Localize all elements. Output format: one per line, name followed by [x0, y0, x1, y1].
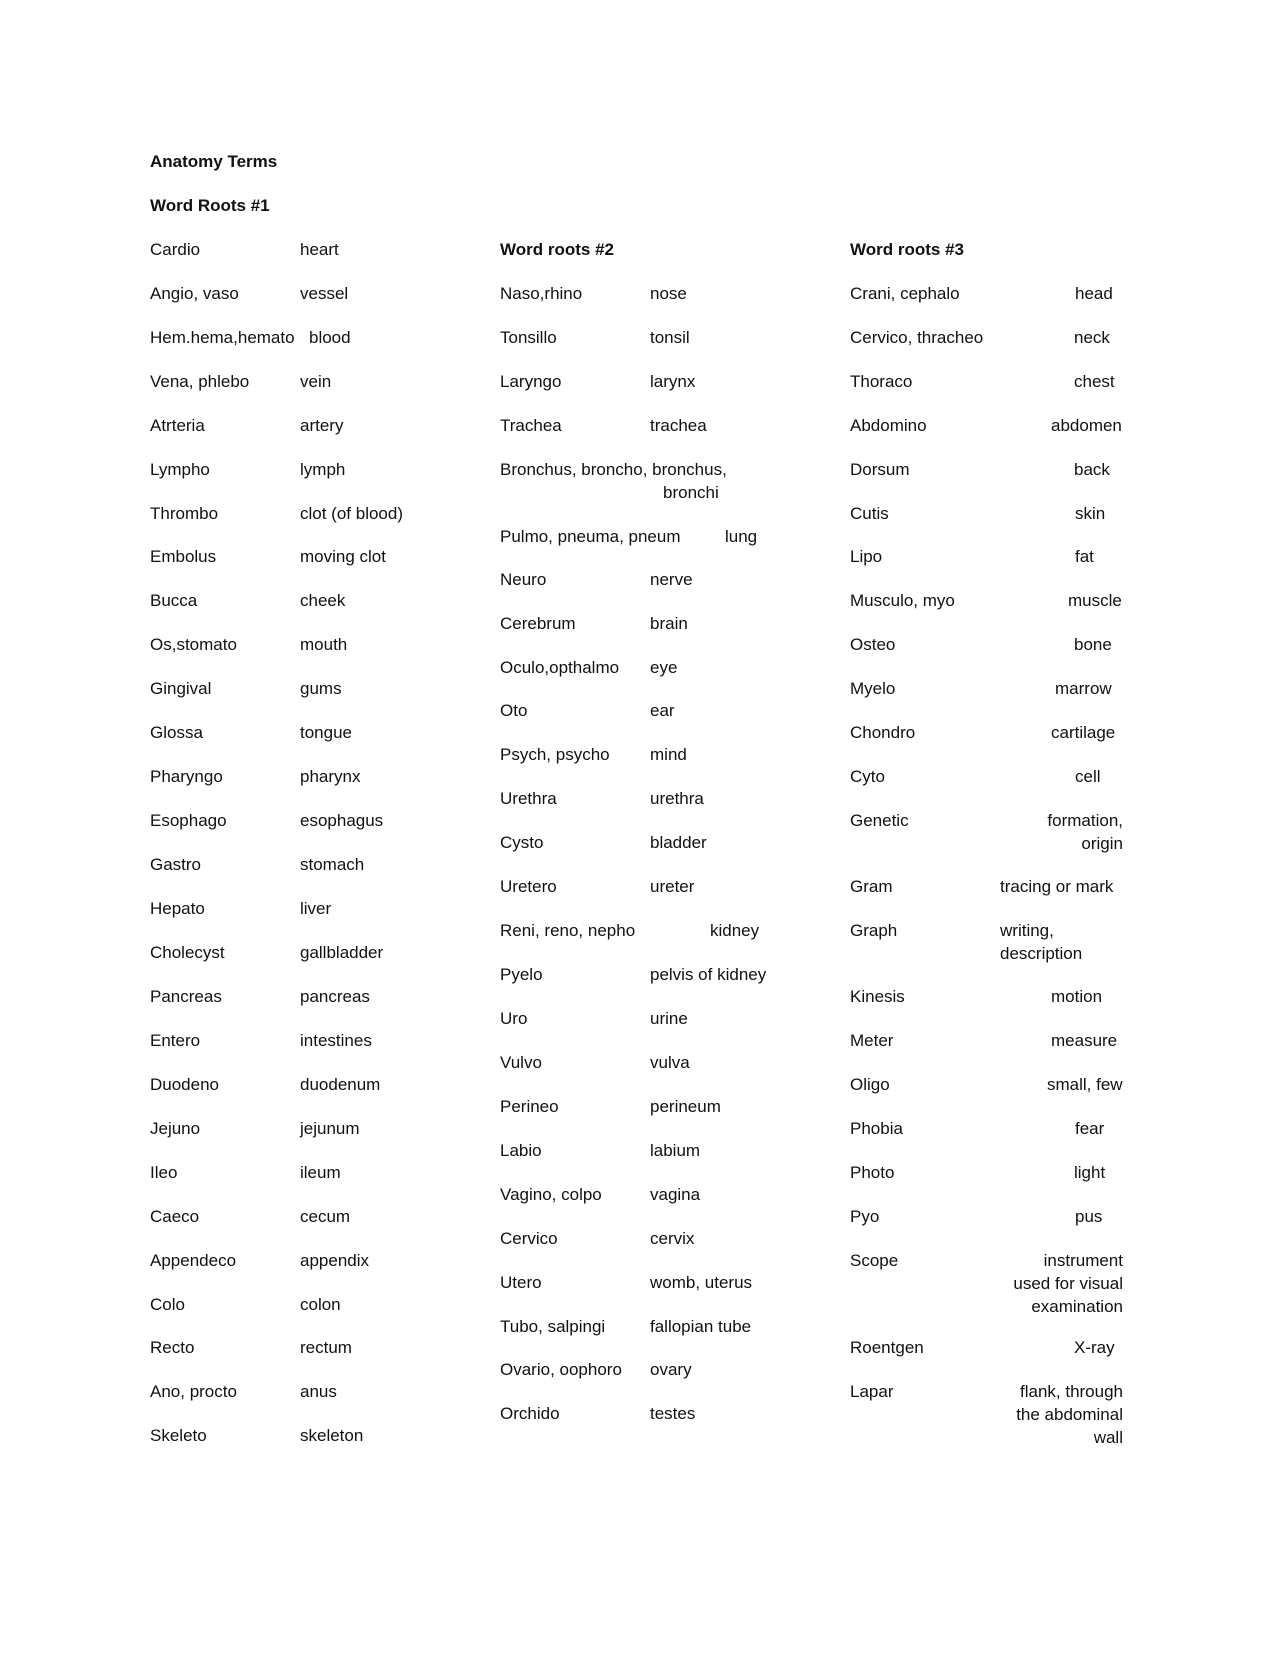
col2-root: Vagino, colpo: [500, 1185, 602, 1204]
col1-root: Vena, phlebo: [150, 372, 250, 391]
col1-meaning: pharynx: [300, 767, 361, 786]
col1-root: Pancreas: [150, 987, 222, 1006]
col3-root: Graph: [850, 921, 898, 940]
col2-root: Labio: [500, 1141, 542, 1160]
col3-meaning: marrow: [1055, 679, 1112, 698]
col2-meaning: mind: [650, 745, 687, 764]
col1-meaning: colon: [300, 1295, 341, 1314]
col1-meaning: rectum: [300, 1338, 352, 1357]
col2-root: Cerebrum: [500, 614, 576, 633]
col1-root: Hem.hema,hemato: [150, 328, 295, 347]
col3-meaning: cartilage: [1051, 723, 1116, 742]
col1-root: Ano, procto: [150, 1382, 237, 1401]
col2-meaning: kidney: [710, 921, 760, 940]
col3-root: Scope: [850, 1251, 899, 1270]
col3-meaning: measure: [1051, 1031, 1118, 1050]
col3-root: Roentgen: [850, 1338, 924, 1357]
col1-root: Lympho: [150, 460, 210, 479]
col3-root: Crani, cephalo: [850, 284, 960, 303]
col3-meaning: motion: [1051, 987, 1103, 1006]
col2-root: Trachea: [500, 416, 562, 435]
col3-meaning: flank, through the abdominal wall: [1016, 1382, 1123, 1447]
col1-root: Ileo: [150, 1163, 178, 1182]
col1-meaning: pancreas: [300, 987, 370, 1006]
col3-root: Photo: [850, 1163, 895, 1182]
col2-meaning: nerve: [650, 570, 693, 589]
col2-meaning: pelvis of kidney: [650, 965, 767, 984]
col3-root: Phobia: [850, 1119, 903, 1138]
col1-root: Cholecyst: [150, 943, 225, 962]
col3-meaning: formation, origin: [1047, 811, 1123, 853]
col3-meaning: cell: [1075, 767, 1101, 786]
col2-meaning: ear: [650, 701, 675, 720]
col1-meaning: liver: [300, 899, 332, 918]
col2-meaning: urine: [650, 1009, 688, 1028]
col3-root: Genetic: [850, 811, 909, 830]
col2-root: Pyelo: [500, 965, 543, 984]
col3-meaning: writing, description: [1000, 921, 1083, 963]
col1-meaning: blood: [309, 328, 351, 347]
col1-meaning: heart: [300, 240, 339, 259]
col3-root: Dorsum: [850, 460, 910, 479]
col2-meaning: womb, uterus: [650, 1273, 753, 1292]
col1-meaning: esophagus: [300, 811, 384, 830]
col2-root: Cervico: [500, 1229, 558, 1248]
col1-root: Pharyngo: [150, 767, 223, 786]
col2-root: Ovario, oophoro: [500, 1360, 622, 1379]
col1-meaning: gallbladder: [300, 943, 384, 962]
col3-root: Thoraco: [850, 372, 913, 391]
col2-root: Tonsillo: [500, 328, 557, 347]
col3-root: Pyo: [850, 1207, 880, 1226]
page-title: Anatomy Terms: [150, 152, 278, 171]
col3-meaning: neck: [1074, 328, 1110, 347]
col2-root: Uretero: [500, 877, 557, 896]
col2-meaning: ureter: [650, 877, 695, 896]
col1-root: Colo: [150, 1295, 185, 1314]
col1-meaning: artery: [300, 416, 344, 435]
col2-root: Oculo,opthalmo: [500, 658, 620, 677]
col1-root: Embolus: [150, 547, 217, 566]
col1-root: Glossa: [150, 723, 203, 742]
col1-meaning: vein: [300, 372, 332, 391]
col1-root: Os,stomato: [150, 635, 237, 654]
col2-root: Cysto: [500, 833, 544, 852]
col2-meaning: eye: [650, 658, 678, 677]
col2-root: Reni, reno, nepho: [500, 921, 636, 940]
col2-meaning: perineum: [650, 1097, 721, 1116]
col3-meaning: bone: [1074, 635, 1112, 654]
col2-root: Utero: [500, 1273, 542, 1292]
col2-meaning: testes: [650, 1404, 696, 1423]
col1-meaning: cecum: [300, 1207, 351, 1226]
col2-root: Vulvo: [500, 1053, 542, 1072]
col3-meaning: chest: [1074, 372, 1115, 391]
col1-root: Appendeco: [150, 1251, 237, 1270]
col2-meaning: bronchi: [663, 483, 719, 502]
col1-root: Atrteria: [150, 416, 205, 435]
col2-root: Psych, psycho: [500, 745, 610, 764]
col1-root: Caeco: [150, 1207, 200, 1226]
col2-root: Orchido: [500, 1404, 560, 1423]
col3-root: Gram: [850, 877, 893, 896]
col1-meaning: ileum: [300, 1163, 341, 1182]
col1-meaning: mouth: [300, 635, 348, 654]
col1-meaning: gums: [300, 679, 342, 698]
col3-root: Musculo, myo: [850, 591, 955, 610]
col1-root: Duodeno: [150, 1075, 220, 1094]
col3-meaning: tracing or mark: [1000, 877, 1114, 896]
col2-meaning: tonsil: [650, 328, 690, 347]
col2-meaning: lung: [725, 527, 758, 546]
col2-root: Uro: [500, 1009, 528, 1028]
col3-meaning: fat: [1075, 547, 1094, 566]
col3-meaning: abdomen: [1051, 416, 1122, 435]
col1-meaning: skeleton: [300, 1426, 364, 1445]
col1-meaning: tongue: [300, 723, 352, 742]
col2-meaning: trachea: [650, 416, 707, 435]
col1-meaning: intestines: [300, 1031, 372, 1050]
col1-root: Recto: [150, 1338, 195, 1357]
col3-root: Lapar: [850, 1382, 894, 1401]
col3-root: Chondro: [850, 723, 916, 742]
col3-root: Meter: [850, 1031, 894, 1050]
col2-meaning: nose: [650, 284, 687, 303]
col1-root: Skeleto: [150, 1426, 207, 1445]
col1-root: Jejuno: [150, 1119, 201, 1138]
col1-root: Gastro: [150, 855, 202, 874]
col1-root: Gingival: [150, 679, 212, 698]
col3-meaning: pus: [1075, 1207, 1103, 1226]
col3-root: Cyto: [850, 767, 885, 786]
col2-meaning: larynx: [650, 372, 696, 391]
col2-root: Bronchus, broncho, bronchus,: [500, 460, 727, 479]
col2-root: Laryngo: [500, 372, 562, 391]
col1-root: Bucca: [150, 591, 198, 610]
col2-meaning: vulva: [650, 1053, 690, 1072]
col1-root: Cardio: [150, 240, 201, 259]
col2-root: Tubo, salpingi: [500, 1317, 606, 1336]
col2-meaning: bladder: [650, 833, 707, 852]
col2-meaning: cervix: [650, 1229, 695, 1248]
col1-meaning: duodenum: [300, 1075, 381, 1094]
col2-heading: Word roots #2: [500, 240, 614, 259]
col1-root: Entero: [150, 1031, 201, 1050]
col3-meaning: X-ray: [1074, 1338, 1115, 1357]
col3-meaning: instrument used for visual examination: [1013, 1251, 1123, 1316]
col1-root: Hepato: [150, 899, 205, 918]
col3-root: Lipo: [850, 547, 883, 566]
col2-meaning: ovary: [650, 1360, 692, 1379]
col1-root: Angio, vaso: [150, 284, 239, 303]
col2-meaning: labium: [650, 1141, 701, 1160]
col1-meaning: anus: [300, 1382, 337, 1401]
col2-meaning: brain: [650, 614, 688, 633]
col1-root: Thrombo: [150, 504, 219, 523]
col3-meaning: back: [1074, 460, 1110, 479]
col1-root: Esophago: [150, 811, 227, 830]
col2-root: Neuro: [500, 570, 547, 589]
col3-meaning: muscle: [1068, 591, 1122, 610]
col3-root: Cutis: [850, 504, 889, 523]
col2-root: Urethra: [500, 789, 557, 808]
col1-meaning: lymph: [300, 460, 346, 479]
col3-meaning: head: [1075, 284, 1113, 303]
col1-meaning: jejunum: [300, 1119, 360, 1138]
col2-root: Pulmo, pneuma, pneum: [500, 527, 681, 546]
col1-heading: Word Roots #1: [150, 196, 270, 215]
col3-root: Myelo: [850, 679, 896, 698]
col3-heading: Word roots #3: [850, 240, 964, 259]
col3-meaning: fear: [1075, 1119, 1105, 1138]
col1-meaning: clot (of blood): [300, 504, 403, 523]
col3-meaning: small, few: [1047, 1075, 1123, 1094]
col1-meaning: cheek: [300, 591, 346, 610]
col3-root: Osteo: [850, 635, 896, 654]
col3-meaning: skin: [1075, 504, 1106, 523]
col1-meaning: stomach: [300, 855, 365, 874]
col2-root: Oto: [500, 701, 528, 720]
col2-meaning: urethra: [650, 789, 704, 808]
col2-meaning: vagina: [650, 1185, 701, 1204]
col3-root: Oligo: [850, 1075, 890, 1094]
col3-root: Kinesis: [850, 987, 905, 1006]
col1-meaning: vessel: [300, 284, 349, 303]
col3-root: Cervico, thracheo: [850, 328, 984, 347]
col2-root: Naso,rhino: [500, 284, 583, 303]
col1-meaning: appendix: [300, 1251, 370, 1270]
col2-meaning: fallopian tube: [650, 1317, 752, 1336]
col1-meaning: moving clot: [300, 547, 386, 566]
col3-root: Abdomino: [850, 416, 927, 435]
col2-root: Perineo: [500, 1097, 559, 1116]
col3-meaning: light: [1074, 1163, 1106, 1182]
